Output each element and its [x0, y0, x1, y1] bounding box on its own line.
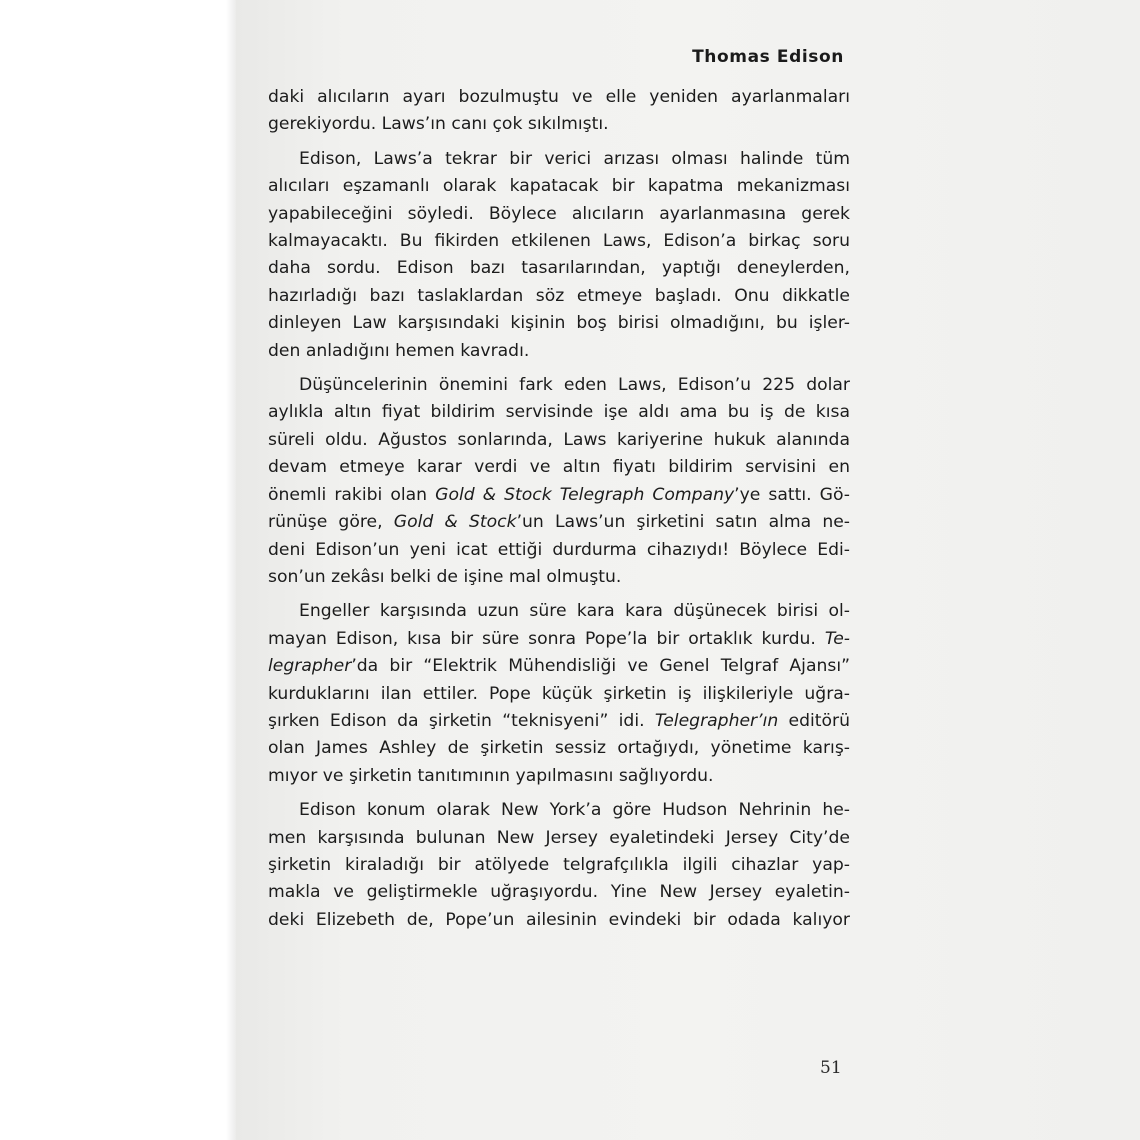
- text-line: Edison, Laws’a tekrar bir verici arızası olması halinde tüm: [299, 148, 850, 169]
- text-line: gerekiyordu. Laws’ın canı çok sıkılmıştı.: [268, 114, 609, 135]
- text-line: son’un zekâsı belki de işine mal olmuştu.: [268, 566, 622, 587]
- italic-publication-name: Te-: [824, 628, 850, 649]
- text-line: [268, 708, 850, 735]
- text-line: [268, 626, 850, 653]
- paragraph-5: [268, 797, 850, 934]
- text-line: Düşüncelerinin önemini fark eden Laws, Edison’u 225 dolar: [299, 375, 850, 396]
- text-line: süreli oldu. Ağustos sonlarında, Laws kariyerine hukuk alanında: [268, 429, 850, 450]
- text-run: ’ye sattı. Gö-: [734, 484, 850, 505]
- italic-company-name: Gold & Stock Telegraph Company: [435, 484, 735, 505]
- text-line: alıcıları eşzamanlı olarak kapatacak bir kapatma mekanizması: [268, 176, 850, 197]
- text-line: devam etmeye karar verdi ve altın fiyatı bildirim servisini en: [268, 457, 850, 478]
- text-line: kurduklarını ilan ettiler. Pope küçük şirketin iş ilişkileriyle uğra-: [268, 683, 850, 704]
- paragraph-1: [268, 84, 850, 139]
- text-line: mıyor ve şirketin tanıtımının yapılmasını sağlıyordu.: [268, 765, 714, 786]
- paragraph-3: [268, 372, 850, 591]
- italic-company-name: Gold & Stock: [393, 512, 517, 533]
- text-line: men karşısında bulunan New Jersey eyaletindeki Jersey City’de: [268, 827, 850, 848]
- text-line: kalmayacaktı. Bu fikirden etkilenen Laws, Edison’a birkaç soru: [268, 231, 850, 252]
- text-line: [268, 509, 850, 536]
- text-line: dinleyen Law karşısındaki kişinin boş birisi olmadığını, bu işler-: [268, 313, 850, 334]
- italic-publication-name: legrapher: [268, 656, 352, 677]
- text-line: makla ve geliştirmekle uğraşıyordu. Yine New Jersey eyaletin-: [268, 882, 850, 903]
- text-line: olan James Ashley de şirketin sessiz ortağıydı, yönetime karış-: [268, 738, 850, 759]
- running-header: Thomas Edison: [692, 47, 844, 67]
- text-line: hazırladığı bazı taslaklardan söz etmeye başladı. Onu dikkatle: [268, 285, 850, 306]
- paragraph-4: [268, 598, 850, 790]
- text-run: ’da bir “Elektrik Mühendisliği ve Genel Telgraf Ajansı”: [351, 656, 850, 677]
- text-line: [268, 482, 850, 509]
- text-line: daki alıcıların ayarı bozulmuştu ve elle yeniden ayarlanmaları: [268, 87, 850, 107]
- text-line: aylıkla altın fiyat bildirim servisinde işe aldı ama bu iş de kısa: [268, 402, 850, 423]
- text-line: şirketin kiraladığı bir atölyede telgrafçılıkla ilgili cihazlar yap-: [268, 854, 850, 875]
- text-line: Engeller karşısında uzun süre kara kara düşünecek birisi ol-: [299, 601, 850, 622]
- text-run: önemli rakibi olan: [268, 484, 436, 505]
- page-number: 51: [820, 1058, 842, 1078]
- text-line: yapabileceğini söyledi. Böylece alıcıların ayarlanmasına gerek: [268, 203, 850, 224]
- text-line: deni Edison’un yeni icat ettiği durdurma cihazıydı! Böylece Edi-: [268, 539, 850, 560]
- text-run: ’un Laws’un şirketini satın alma ne-: [516, 512, 851, 533]
- text-run: mayan Edison, kısa bir süre sonra Pope’la bir ortaklık kurdu.: [268, 628, 825, 649]
- text-line: den anladığını hemen kavradı.: [268, 340, 530, 361]
- text-run: şırken Edison da şirketin “teknisyeni” idi.: [268, 710, 655, 731]
- text-line: Edison konum olarak New York’a göre Hudson Nehrinin he-: [299, 800, 850, 821]
- body-text: [268, 84, 850, 941]
- paragraph-2: [268, 146, 850, 365]
- text-run: rünüşe göre,: [268, 512, 394, 533]
- italic-publication-name: Telegrapher’ın: [654, 710, 779, 731]
- text-line: daha sordu. Edison bazı tasarılarından, yaptığı deneylerden,: [268, 258, 850, 279]
- text-line: deki Elizebeth de, Pope’un ailesinin evindeki bir odada kalıyor: [268, 909, 850, 930]
- text-run: editörü: [778, 710, 851, 731]
- text-line: [268, 653, 850, 680]
